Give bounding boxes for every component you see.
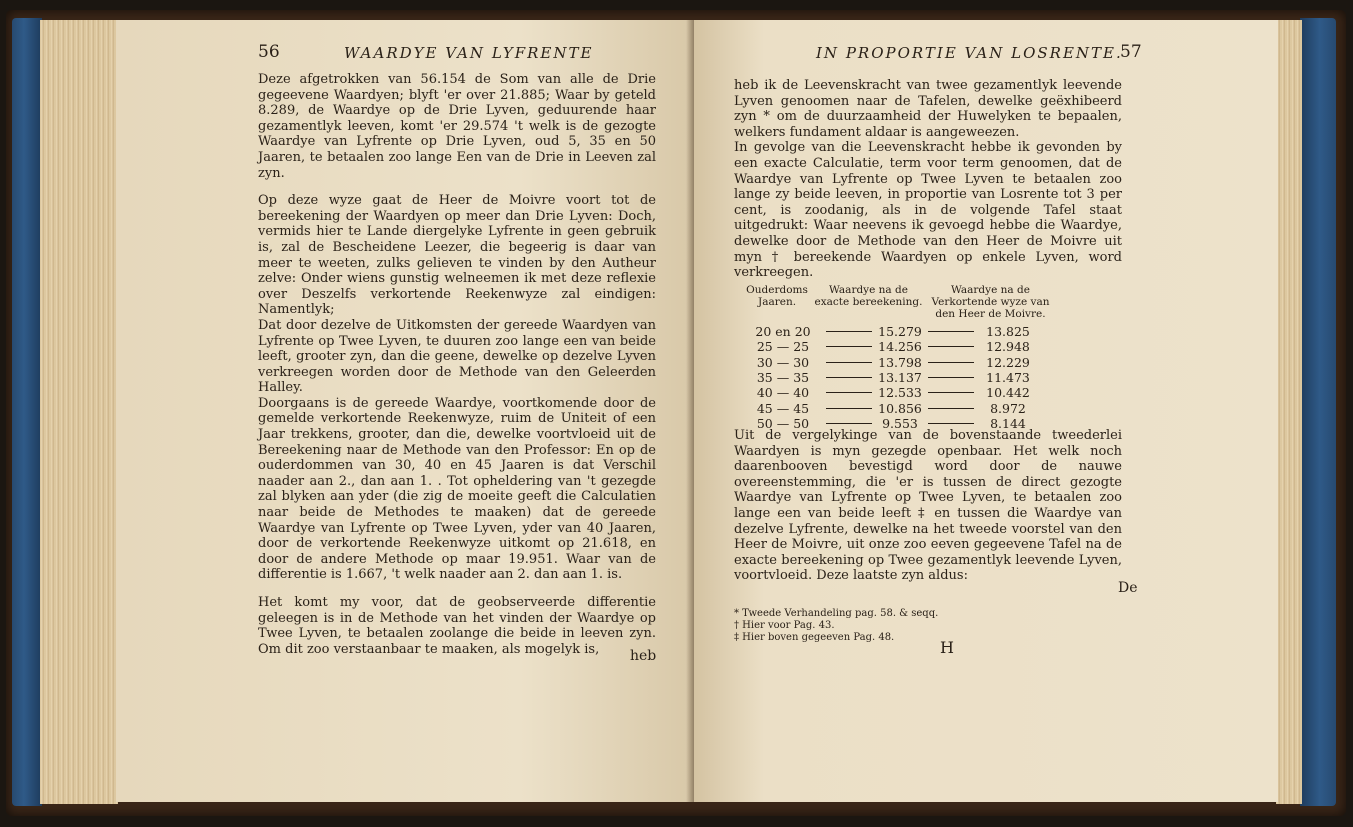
table-row: [744, 370, 1054, 385]
table-cell-exact: 15.279: [878, 324, 922, 340]
table-cell-age: 50 — 50: [756, 415, 810, 431]
table-row: [744, 339, 1054, 354]
book-cover-edge-left: [12, 18, 42, 806]
table-cell-exact: 13.137: [878, 370, 922, 386]
table-cell-moivre: 8.972: [990, 400, 1026, 416]
table-header-cell: Ouderdoms Jaaren.: [746, 284, 808, 308]
footnote: * Tweede Verhandeling pag. 58. & seqq.: [734, 608, 939, 619]
table-row: [744, 385, 1054, 400]
table-cell-moivre: 11.473: [986, 370, 1030, 386]
paragraph: Doorgaans is de gereede Waardye, voortkomende door de gemelde verkortende Reekenwyze, ruim de Uniteit of een Jaar trekkens, grooter, dan die, dewelke voortvloeid uit de Bereekening naar de Methode van den Professor: En op de ouderdommen van 30, 40 en 45 Jaaren is dat Verschil naader aan 2., dan aan 1. . Tot opheldering van 't gezegde zal blyken aan yder (die zig de moeite geeft die Calculatien naar beide de Methodes te maaken) dat de gereede Waardye van Lyfrente op Twee Lyven, yder van 40 Jaaren, door de verkortende Reekenwyze uitkomt op 21.618, en door de andere Methode op maar 19.951. Waar van de differentie is 1.667, 't welk naader aan 2. dan aan 1. is.: [258, 395, 656, 583]
footnotes: [734, 608, 938, 644]
footnote: ‡ Hier boven gegeeven Pag. 48.: [734, 632, 895, 643]
table-cell-moivre: 8.144: [990, 415, 1026, 431]
right-page-body-top: [734, 78, 1122, 281]
page-stack-left: [40, 20, 118, 804]
table-rule: [928, 408, 974, 409]
table-header-cell: Waardye na de Verkortende wyze van den Heer de Moivre.: [931, 284, 1050, 320]
right-page-number: 57: [1120, 42, 1142, 62]
table-cell-exact: 12.533: [878, 385, 922, 401]
table-row: [744, 324, 1054, 339]
table-rule: [928, 377, 974, 378]
table-rule: [826, 423, 872, 424]
table-cell-age: 30 — 30: [756, 354, 810, 370]
table-rule: [928, 346, 974, 347]
signature-mark: H: [940, 638, 954, 657]
table-row: [744, 355, 1054, 370]
table-cell-age: 25 — 25: [756, 339, 810, 355]
table-rule: [928, 392, 974, 393]
table-rule: [826, 392, 872, 393]
table-rule: [826, 331, 872, 332]
catchword: De: [1118, 580, 1138, 596]
table-cell-age: 40 — 40: [756, 385, 810, 401]
table-rule: [928, 331, 974, 332]
left-page-body: [258, 72, 656, 657]
footnote: † Hier voor Pag. 43.: [734, 620, 835, 631]
table-row: [744, 400, 1054, 415]
paragraph: Op deze wyze gaat de Heer de Moivre voort tot de bereekening der Waardyen op meer dan Drie Lyven: Doch, vermids hier te Lande diergelyke Lyfrente in geen gebruik is, zal de Bescheidene Leezer, die begeerig is daar van meer te weeten, zulks gelieven te vinden by den Autheur zelve: Onder wiens gunstig welneemen ik met deze reflexie over Deszelfs verkortende Reekenwyze zal eindigen: Namentlyk;: [258, 193, 656, 318]
table-rule: [826, 362, 872, 363]
table-header-cell: Waardye na de exacte bereekening.: [814, 284, 923, 308]
right-page: [694, 20, 1278, 802]
book-cover-edge-right: [1300, 18, 1336, 806]
left-page: [116, 20, 694, 802]
paragraph: Deze afgetrokken van 56.154 de Som van alle de Drie gegeevene Waardyen; blyft 'er over 21.885; Waar by geteld 8.289, de Waardye op de Drie Lyven, geduurende haar gezamentlyk leeven, komt 'er 29.574 't welk is de gezogte Waardye van Lyfrente op Drie Lyven, oud 5, 35 en 50 Jaaren, te betaalen zoo lange Een van de Drie in Leeven zal zyn.: [258, 72, 656, 181]
catchword: heb: [630, 648, 657, 664]
table-cell-exact: 14.256: [878, 339, 922, 355]
table-cell-exact: 13.798: [878, 354, 922, 370]
table-header: [744, 284, 1054, 320]
paragraph: In gevolge van die Leevenskracht hebbe ik gevonden by een exacte Calculatie, term voor term genoomen, dat de Waardye van Lyfrente op Twee Lyven te betaalen zoo lange zy beide leeven, in proportie van Losrente tot 3 per cent, is zoodanig, als in de volgende Tafel staat uitgedrukt: Waar neevens ik gevoegd hebbe die Waardye, dewelke door de Methode van den Heer de Moivre uit myn † bereekende Waardyen op enkele Lyven, word verkreegen.: [734, 140, 1122, 281]
table-rule: [928, 362, 974, 363]
table-cell-moivre: 13.825: [986, 324, 1030, 340]
table-cell-age: 35 — 35: [756, 370, 810, 386]
table-cell-moivre: 10.442: [986, 385, 1030, 401]
table-cell-exact: 9.553: [882, 415, 918, 431]
right-page-header: IN PROPORTIE VAN LOSRENTE.: [816, 44, 1123, 62]
right-page-body-bottom: [734, 428, 1122, 584]
table-rule: [826, 377, 872, 378]
table-cell-moivre: 12.229: [986, 354, 1030, 370]
left-page-header: WAARDYE VAN LYFRENTE: [344, 44, 594, 62]
table-rule: [928, 423, 974, 424]
left-page-number: 56: [258, 42, 280, 62]
table-rule: [826, 408, 872, 409]
page-stack-right: [1276, 20, 1302, 804]
table-cell-moivre: 12.948: [986, 339, 1030, 355]
table-cell-age: 20 en 20: [755, 324, 811, 340]
paragraph: Het komt my voor, dat de geobserveerde differentie geleegen is in de Methode van het vinden der Waardye op Twee Lyven, te betaalen zoolange die beide in leeven zyn. Om dit zoo verstaanbaar te maaken, als mogelyk is,: [258, 595, 656, 657]
table-body: [744, 324, 1054, 431]
values-table: [744, 284, 1054, 431]
table-rule: [826, 346, 872, 347]
paragraph: Dat door dezelve de Uitkomsten der gereede Waardyen van Lyfrente op Twee Lyven, te duuren zoo lange een van beide leeft, grooter zyn, dan die geene, dewelke op dezelve Lyven verkreegen worden door de Methode van den Geleerden Halley.: [258, 317, 656, 396]
table-cell-age: 45 — 45: [756, 400, 810, 416]
paragraph: Uit de vergelykinge van de bovenstaande tweederlei Waardyen is myn gezegde openbaar. Het welk noch daarenbooven bevestigd word door de nauwe overeenstemming, die 'er is tussen de direct gezogte Waardye van Lyfrente op Twee Lyven, te betaalen zoo lange een van beide leeft ‡ en tussen die Waardye van dezelve Lyfrente, dewelke na het tweede voorstel van den Heer de Moivre, uit onze zoo eeven gegeevene Tafel na de exacte bereekening op Twee gezamentlyk leevende Lyven, voortvloeid. Deze laatste zyn aldus:: [734, 428, 1122, 584]
table-cell-exact: 10.856: [878, 400, 922, 416]
paragraph: heb ik de Leevenskracht van twee gezamentlyk leevende Lyven genoomen naar de Tafelen, dewelke geëxhibeerd zyn * om de duurzaamheid der Huwelyken te bepaalen, welkers fundament aldaar is aangeweezen.: [734, 78, 1122, 140]
